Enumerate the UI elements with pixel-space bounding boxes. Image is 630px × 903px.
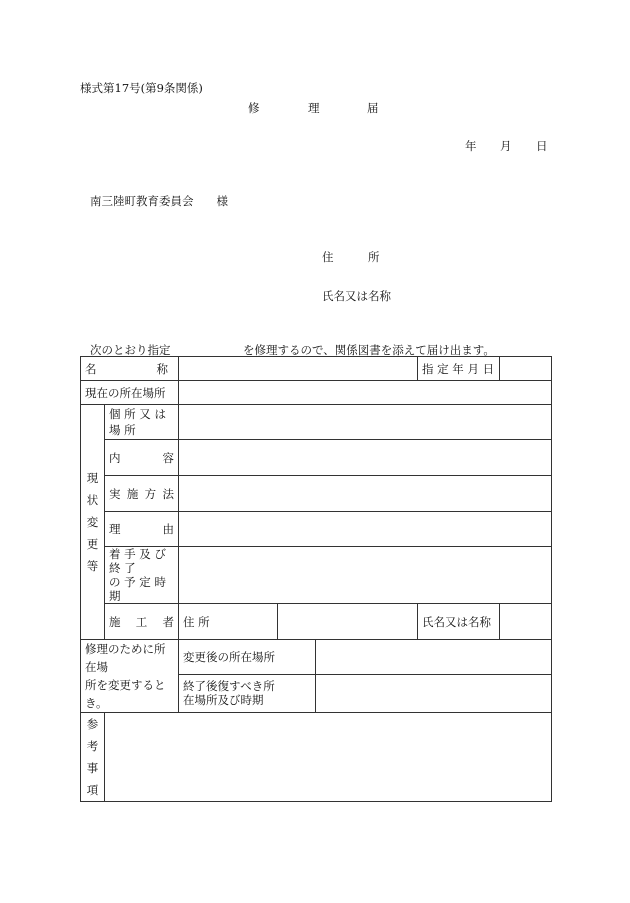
schedule-label-line: 着 手 及 び 終 了 — [109, 547, 166, 575]
return-label-line: 終了後復すべき所 — [183, 679, 275, 694]
form-number: 様式第17号(第9条関係) — [80, 81, 203, 95]
applicant-address-label: 住 所 — [322, 250, 380, 264]
schedule-label-line: の 予 定 時 期 — [109, 575, 166, 603]
label-char: 実 — [109, 486, 121, 501]
location-label: 個 所 又 は 場 所 — [105, 405, 179, 440]
vertical-char: 参 — [86, 717, 99, 731]
title-char: 修 — [248, 101, 260, 115]
contractor-label — [105, 604, 179, 640]
date-year: 年 — [465, 139, 477, 153]
relocation-label — [81, 640, 179, 713]
status-change-label — [81, 405, 105, 640]
label-char: 者 — [162, 614, 174, 629]
label-char: 工 — [135, 614, 148, 629]
repair-form-table — [80, 356, 552, 802]
name-label-cell — [81, 357, 179, 381]
reason-label — [105, 512, 179, 547]
content-label — [105, 440, 179, 476]
vertical-char: 変 — [86, 515, 99, 529]
contractor-address-label: 住 所 — [179, 604, 278, 640]
vertical-char: 項 — [86, 783, 99, 797]
contractor-name-label: 氏名又は名称 — [418, 604, 500, 640]
method-field[interactable] — [179, 476, 552, 512]
designation-date-label: 指 定 年 月 日 — [418, 357, 500, 381]
current-location-label: 現在の所在場所 — [81, 381, 179, 405]
new-location-field[interactable] — [316, 640, 552, 675]
vertical-char: 現 — [86, 471, 99, 485]
notes-label — [81, 713, 105, 802]
contractor-address-field[interactable] — [278, 604, 418, 640]
title-char: 届 — [367, 101, 379, 115]
reason-field[interactable] — [179, 512, 552, 547]
label-char: 施 — [126, 486, 139, 501]
vertical-char: 状 — [86, 493, 99, 507]
intro-text: 次のとおり指定 — [90, 343, 171, 357]
return-label-line: 在場所及び時期 — [183, 693, 264, 708]
label-char: 施 — [109, 614, 121, 629]
designation-date-field[interactable] — [500, 357, 552, 381]
return-location-label — [179, 674, 316, 712]
label-char: 方 — [144, 486, 157, 501]
vertical-char: 更 — [86, 537, 99, 551]
method-label — [105, 476, 179, 512]
schedule-field[interactable] — [179, 547, 552, 604]
label-char: 内 — [109, 450, 121, 465]
vertical-char: 考 — [86, 739, 99, 753]
applicant-name-label: 氏名又は名称 — [322, 289, 391, 303]
label-char: 名 — [85, 361, 97, 376]
contractor-name-field[interactable] — [500, 604, 552, 640]
new-location-label: 変更後の所在場所 — [179, 640, 316, 675]
date-month: 月 — [500, 139, 512, 153]
content-field[interactable] — [179, 440, 552, 476]
vertical-char: 事 — [86, 761, 99, 775]
location-field[interactable] — [179, 405, 552, 440]
label-char: 理 — [109, 522, 121, 536]
notes-field[interactable] — [105, 713, 552, 802]
vertical-char: 等 — [86, 559, 99, 573]
addressee: 南三陸町教育委員会 様 — [90, 194, 228, 208]
relocation-label-line: 修理のために所在場 — [85, 642, 166, 674]
return-location-field[interactable] — [316, 674, 552, 712]
label-char: 称 — [156, 361, 168, 376]
label-char: 由 — [162, 522, 174, 536]
relocation-label-line: 所を変更するとき。 — [85, 678, 166, 710]
label-char: 容 — [162, 450, 174, 465]
date-day: 日 — [536, 139, 548, 153]
intro-text-continued: を修理するので、関係図書を添えて届け出ます。 — [243, 343, 495, 357]
name-value-field[interactable] — [179, 357, 418, 381]
title-char: 理 — [308, 101, 320, 115]
current-location-field[interactable] — [179, 381, 552, 405]
schedule-label — [105, 547, 179, 604]
label-char: 法 — [162, 486, 174, 501]
